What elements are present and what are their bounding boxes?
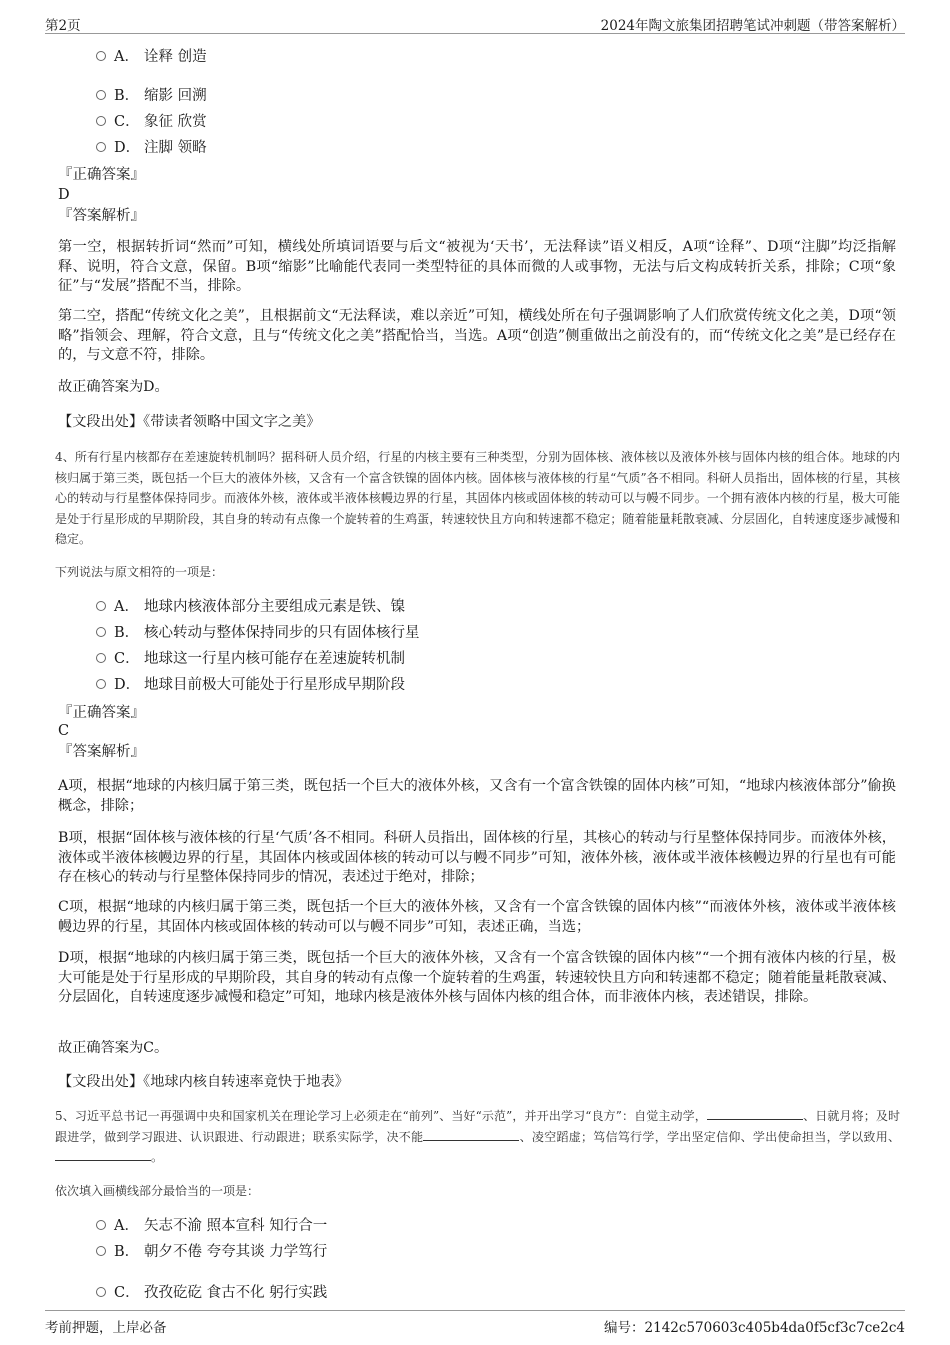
q5-question-text: 5、习近平总书记一再强调中央和国家机关在理论学习上必须走在“前列”、当好“示范”，并开出学习“良方”：自觉主动学， 、日就月将；及时跟进学，做到学习跟进、认识跟进、行动跟进；联系实际学，决不能 、凌空蹈虚；笃信笃行学，学出坚定信仰、学出使命担当，学以致用、。 bbox=[55, 1109, 900, 1164]
document-code: 编号：2142c570603c405b4da0f5cf3c7ce2c4 bbox=[604, 1320, 905, 1336]
q4-option-d[interactable]: D． 地球目前极大可能处于行星形成早期阶段 bbox=[96, 675, 405, 695]
q5-option-b[interactable]: B． 朝夕不倦 夸夸其谈 力学笃行 bbox=[96, 1242, 327, 1262]
q4-option-c[interactable]: C． 地球这一行星内核可能存在差速旋转机制 bbox=[96, 649, 405, 669]
q3-option-a[interactable]: A． 诠释 创造 bbox=[96, 47, 207, 67]
q5-option-a[interactable]: A． 矢志不渝 照本宣科 知行合一 bbox=[96, 1216, 327, 1236]
q3-conclusion: 故正确答案为D。 bbox=[58, 379, 169, 395]
q4-option-a[interactable]: A． 地球内核液体部分主要组成元素是铁、镍 bbox=[96, 597, 405, 617]
q4-analysis-label: 『答案解析』 bbox=[58, 744, 145, 760]
radio-icon[interactable] bbox=[96, 51, 106, 61]
q3-option-b[interactable]: B． 缩影 回溯 bbox=[96, 86, 207, 106]
radio-icon[interactable] bbox=[96, 142, 106, 152]
answer-blank bbox=[707, 1108, 803, 1120]
answer-blank bbox=[423, 1129, 519, 1141]
radio-icon[interactable] bbox=[96, 1246, 106, 1256]
q4-option-b[interactable]: B． 核心转动与整体保持同步的只有固体核行星 bbox=[96, 623, 420, 643]
radio-icon[interactable] bbox=[96, 627, 106, 637]
footer-slogan: 考前押题，上岸必备 bbox=[45, 1320, 167, 1336]
q5-prompt: 依次填入画横线部分最恰当的一项是： bbox=[55, 1184, 260, 1198]
page-header bbox=[45, 12, 905, 34]
radio-icon[interactable] bbox=[96, 1287, 106, 1297]
q4-analysis-paragraph: B项，根据“固体核与液体核的行星‘气质’各不相同。科研人员指出，固体核的行星，其核心的转动与行星整体保持同步。而液体外核，液体或半液体核幔边界的行星，其固体内核或固体核的转动可以与幔不同步”可知，液体外核，液体或半液体核幔边界的行星也有可能存在核心的转动与行星整体保持同步的情况，表述过于绝对，排除； bbox=[58, 830, 896, 885]
radio-icon[interactable] bbox=[96, 653, 106, 663]
page-footer bbox=[45, 1310, 905, 1336]
q3-option-d[interactable]: D． 注脚 领略 bbox=[96, 138, 207, 158]
q3-analysis-label: 『答案解析』 bbox=[58, 208, 145, 224]
radio-icon[interactable] bbox=[96, 90, 106, 100]
q3-answer: D bbox=[58, 187, 70, 203]
q4-source: 【文段出处】《地球内核自转速率竟快于地表》 bbox=[58, 1074, 349, 1090]
radio-icon[interactable] bbox=[96, 116, 106, 126]
document-title: 2024年陶文旅集团招聘笔试冲刺题（带答案解析） bbox=[600, 18, 905, 34]
q4-question-text: 4、所有行星内核都存在差速旋转机制吗？据科研人员介绍，行星的内核主要有三种类型，分别为固体核、液体核以及液体外核与固体内核的组合体。地球的内核归属于第三类，既包括一个巨大的液体外核，又含有一个富含铁镍的固体内核。固体核与液体核的行星“气质”各不相同。科研人员指出，固体核的行星，其核心的转动与行星整体保持同步。而液体外核，液体或半液体核幔边界的行星，其固体内核或固体核的转动可以与幔不同步。一个拥有液体内核的行星，极大可能是处于行星形成的早期阶段，其自身的转动有点像一个旋转着的生鸡蛋，转速较快且方向和转速都不稳定；随着能量耗散衰减、分层固化，自转速度逐步减慢和稳定。 bbox=[55, 450, 900, 546]
q4-prompt: 下列说法与原文相符的一项是： bbox=[55, 565, 224, 579]
radio-icon[interactable] bbox=[96, 601, 106, 611]
radio-icon[interactable] bbox=[96, 679, 106, 689]
q4-conclusion: 故正确答案为C。 bbox=[58, 1040, 169, 1056]
q3-option-c[interactable]: C． 象征 欣赏 bbox=[96, 112, 207, 132]
q5-option-c[interactable]: C． 孜孜矻矻 食古不化 躬行实践 bbox=[96, 1283, 327, 1303]
q4-analysis-paragraph: A项，根据“地球的内核归属于第三类，既包括一个巨大的液体外核，又含有一个富含铁镍的固体内核”可知，“地球内核液体部分”偷换概念，排除； bbox=[58, 778, 896, 814]
q3-analysis-paragraph: 第二空，搭配“传统文化之美”，且根据前文“无法释读，难以亲近”可知，横线处所在句子强调影响了人们欣赏传统文化之美，D项“领略”指领会、理解，符合文意，且与“传统文化之美”搭配恰当，当选。A项“创造”侧重做出之前没有的，而“传统文化之美”是已经存在的，与文意不符，排除。 bbox=[58, 308, 896, 363]
q3-analysis-paragraph: 第一空，根据转折词“然而”可知，横线处所填词语要与后文“被视为‘天书’，无法释读”语义相反，A项“诠释”、D项“注脚”均泛指解释、说明，符合文意，保留。B项“缩影”比喻能代表同一类型特征的具体而微的人或事物，无法与后文构成转折关系，排除；C项“象征”与“发展”搭配不当，排除。 bbox=[58, 239, 896, 294]
q3-answer-label: 『正确答案』 bbox=[58, 167, 145, 183]
q4-analysis-paragraph: D项，根据“地球的内核归属于第三类，既包括一个巨大的液体外核，又含有一个富含铁镍的固体内核”“一个拥有液体内核的行星，极大可能是处于行星形成的早期阶段，其自身的转动有点像一个旋转着的生鸡蛋，转速较快且方向和转速都不稳定；随着能量耗散衰减、分层固化，自转速度逐步减慢和稳定”可知，地球内核是液体外核与固体内核的组合体，而非液体内核，表述错误，排除。 bbox=[58, 950, 896, 1005]
q4-analysis-paragraph: C项，根据“地球的内核归属于第三类，既包括一个巨大的液体外核，又含有一个富含铁镍的固体内核”“而液体外核，液体或半液体核幔边界的行星，其固体内核或固体核的转动可以与幔不同步”可知，表述正确，当选； bbox=[58, 899, 896, 935]
page-number: 第2页 bbox=[45, 18, 81, 34]
answer-blank bbox=[55, 1149, 151, 1161]
q4-answer: C bbox=[58, 723, 70, 739]
radio-icon[interactable] bbox=[96, 1220, 106, 1230]
q3-source: 【文段出处】《带读者领略中国文字之美》 bbox=[58, 414, 321, 430]
q4-answer-label: 『正确答案』 bbox=[58, 705, 145, 721]
